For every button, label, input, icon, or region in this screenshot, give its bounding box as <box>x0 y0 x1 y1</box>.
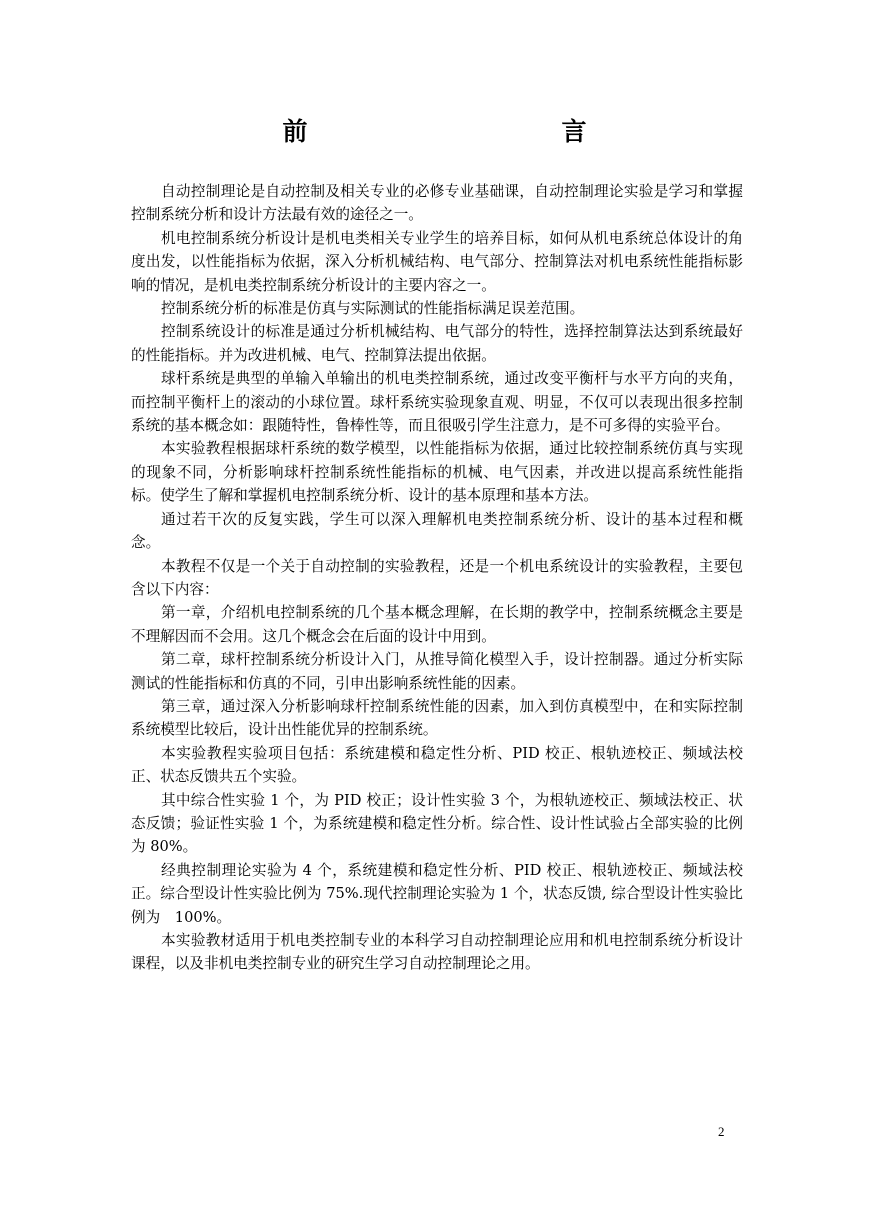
page-title: 前 言 <box>282 117 655 146</box>
paragraph: 机电控制系统分析设计是机电类相关专业学生的培养目标，如何从机电系统总体设计的角度出发，以性能指标为依据，深入分析机械结构、电气部分、控制算法对机电系统性能指标影响的情况，是机电类控制系统分析设计的主要内容之一。 <box>131 229 743 294</box>
document-body <box>131 180 743 976</box>
paragraph: 自动控制理论是自动控制及相关专业的必修专业基础课，自动控制理论实验是学习和掌握控制系统分析和设计方法最有效的途径之一。 <box>131 183 743 224</box>
paragraph: 通过若干次的反复实践，学生可以深入理解机电类控制系统分析、设计的基本过程和概念。 <box>131 510 743 552</box>
paragraph: 第三章，通过深入分析影响球杆控制系统性能的因素，加入到仿真模型中，在和实际控制系统模型比较后，设计出性能优异的控制系统。 <box>131 697 743 739</box>
paragraph: 控制系统设计的标准是通过分析机械结构、电气部分的特性，选择控制算法达到系统最好的性能指标。并为改进机械、电气、控制算法提出依据。 <box>131 323 743 364</box>
page-number: 2 <box>718 1124 725 1139</box>
paragraph: 本实验教程根据球杆系统的数学模型，以性能指标为依据，通过比较控制系统仿真与实现的现象不同，分析影响球杆控制系统性能指标的机械、电气因素，并改进以提高系统性能指标。使学生了解和掌握机电控制系统分析、设计的基本原理和基本方法。 <box>131 440 743 505</box>
paragraph: 第一章，介绍机电控制系统的几个基本概念理解，在长期的教学中，控制系统概念主要是不理解因而不会用。这几个概念会在后面的设计中用到。 <box>131 604 743 645</box>
paragraph: 经典控制理论实验为 4 个，系统建模和稳定性分析、PID 校正、根轨迹校正、频域法校正。综合型设计性实验比例为 75%.现代控制理论实验为 1 个，状态反馈, 综合型设计性实验比例为 100%。 <box>131 861 743 926</box>
paragraph: 本实验教程实验项目包括：系统建模和稳定性分析、PID 校正、根轨迹校正、频域法校正、状态反馈共五个实验。 <box>131 744 743 786</box>
paragraph: 球杆系统是典型的单输入单输出的机电类控制系统，通过改变平衡杆与水平方向的夹角，而控制平衡杆上的滚动的小球位置。球杆系统实验现象直观、明显，不仅可以表现出很多控制系统的基本概念如：跟随特性，鲁棒性等，而且很吸引学生注意力，是不可多得的实验平台。 <box>131 370 743 435</box>
paragraph: 其中综合性实验 1 个，为 PID 校正；设计性实验 3 个，为根轨迹校正、频域法校正、状态反馈；验证性实验 1 个，为系统建模和稳定性分析。综合性、设计性试验占全部实验的比例为 80%。 <box>131 791 743 856</box>
paragraph: 本教程不仅是一个关于自动控制的实验教程，还是一个机电系统设计的实验教程，主要包含以下内容： <box>131 557 743 598</box>
paragraph: 第二章，球杆控制系统分析设计入门，从推导简化模型入手，设计控制器。通过分析实际测试的性能指标和仿真的不同，引申出影响系统性能的因素。 <box>131 651 743 692</box>
paragraph: 本实验教材适用于机电类控制专业的本科学习自动控制理论应用和机电控制系统分析设计课程，以及非机电类控制专业的研究生学习自动控制理论之用。 <box>131 932 743 973</box>
paragraph: 控制系统分析的标准是仿真与实际测试的性能指标满足误差范围。 <box>161 300 585 318</box>
